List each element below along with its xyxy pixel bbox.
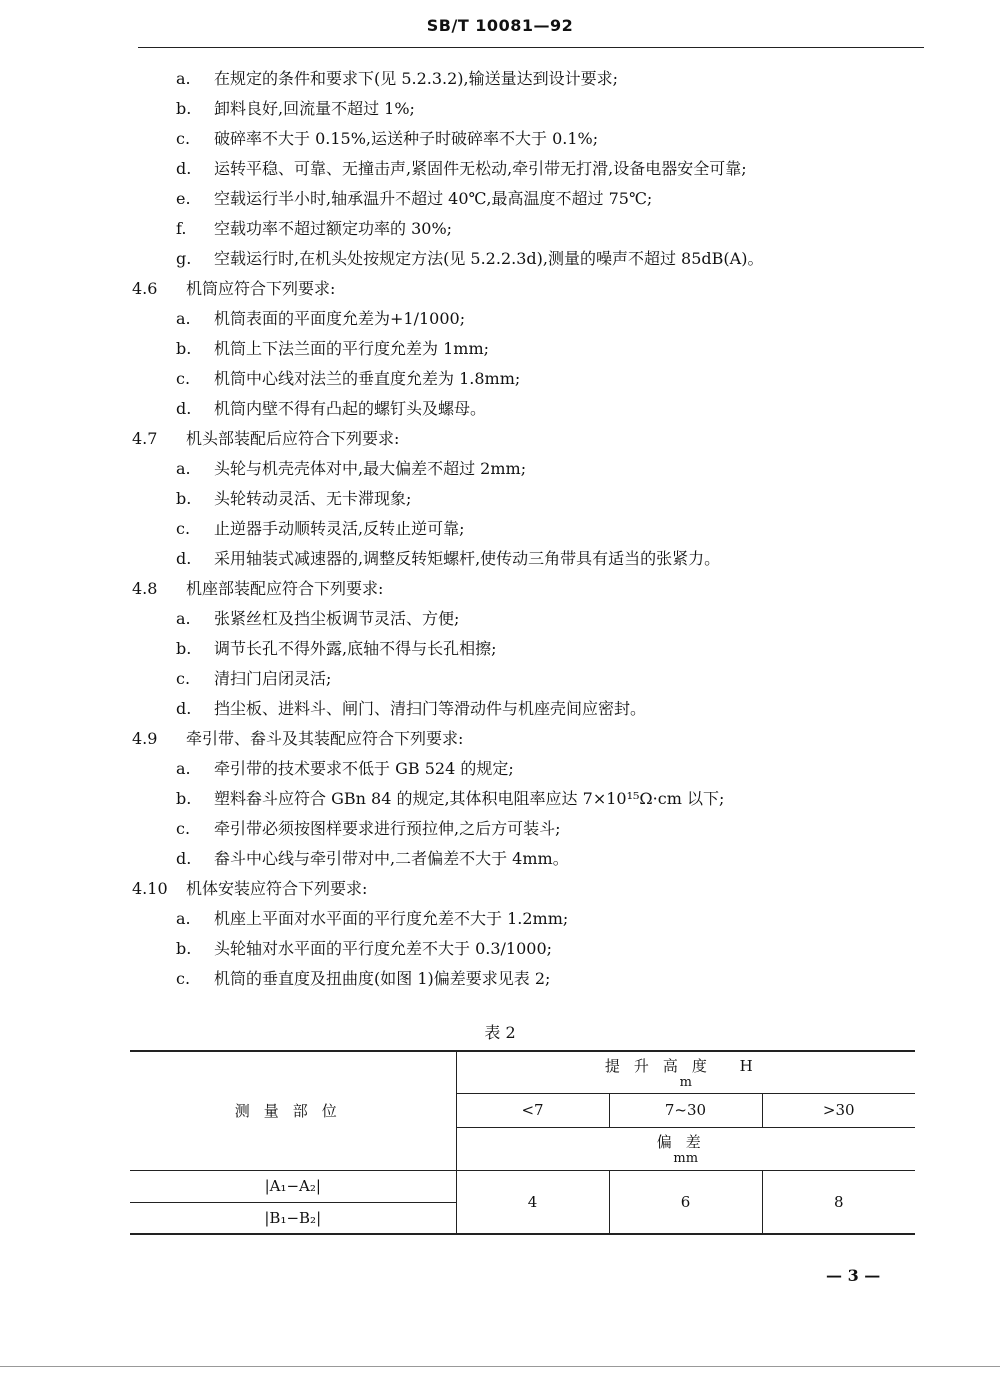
table-row-label: |A₁−A₂| (130, 1170, 456, 1202)
header-rule (138, 47, 924, 48)
range-cell: >30 (762, 1093, 915, 1127)
list-item: a. 在规定的条件和要求下(见 5.2.3.2),输送量达到设计要求; (176, 69, 619, 88)
list-item: c. 牵引带必须按图样要求进行预拉伸,之后方可装斗; (176, 819, 561, 838)
section-heading: 4.9 牵引带、畚斗及其装配应符合下列要求: (132, 729, 464, 748)
list-item: b. 塑料畚斗应符合 GBn 84 的规定,其体积电阻率应达 7×10¹⁵Ω·cm 以下; (176, 789, 725, 808)
list-item: d. 运转平稳、可靠、无撞击声,紧固件无松动,牵引带无打滑,设备电器安全可靠; (176, 159, 747, 178)
column-header-height: 提升高度 H m (456, 1051, 915, 1093)
list-item: d. 采用轴装式减速器的,调整反转矩螺杆,使传动三角带具有适当的张紧力。 (176, 549, 721, 568)
list-item: b. 卸料良好,回流量不超过 1%; (176, 99, 415, 118)
list-item: a. 头轮与机壳壳体对中,最大偏差不超过 2mm; (176, 459, 527, 478)
list-item: e. 空载运行半小时,轴承温升不超过 40℃,最高温度不超过 75℃; (176, 189, 653, 208)
section-heading: 4.6 机筒应符合下列要求: (132, 279, 336, 298)
column-header-deviation: 偏差 mm (456, 1127, 915, 1170)
list-item: g. 空载运行时,在机头处按规定方法(见 5.2.2.3d),测量的噪声不超过 85dB(A)。 (176, 249, 764, 268)
list-item: c. 止逆器手动顺转灵活,反转止逆可靠; (176, 519, 465, 538)
column-header-position: 测量部位 (130, 1051, 456, 1170)
range-cell: <7 (456, 1093, 609, 1127)
list-item: c. 机筒的垂直度及扭曲度(如图 1)偏差要求见表 2; (176, 969, 551, 988)
deviation-table (130, 1050, 915, 1235)
list-item: d. 机筒内壁不得有凸起的螺钉头及螺母。 (176, 399, 487, 418)
list-item: b. 头轮轴对水平面的平行度允差不大于 0.3/1000; (176, 939, 553, 958)
list-item: d. 畚斗中心线与牵引带对中,二者偏差不大于 4mm。 (176, 849, 569, 868)
list-item: b. 调节长孔不得外露,底轴不得与长孔相擦; (176, 639, 497, 658)
section-heading: 4.8 机座部装配应符合下列要求: (132, 579, 384, 598)
list-item: a. 机座上平面对水平面的平行度允差不大于 1.2mm; (176, 909, 569, 928)
page-number: — 3 — (826, 1266, 881, 1285)
list-item: f. 空载功率不超过额定功率的 30%; (176, 219, 453, 238)
list-item: d. 挡尘板、进料斗、闸门、清扫门等滑动件与机座壳间应密封。 (176, 699, 647, 718)
list-item: a. 牵引带的技术要求不低于 GB 524 的规定; (176, 759, 514, 778)
list-item: a. 机筒表面的平面度允差为+1/1000; (176, 309, 466, 328)
section-heading: 4.10 机体安装应符合下列要求: (132, 879, 368, 898)
list-item: c. 破碎率不大于 0.15%,运送种子时破碎率不大于 0.1%; (176, 129, 599, 148)
table-title: 表 2 (484, 1023, 516, 1042)
bottom-rule (0, 1366, 1000, 1367)
list-item: a. 张紧丝杠及挡尘板调节灵活、方便; (176, 609, 460, 628)
list-item: b. 机筒上下法兰面的平行度允差为 1mm; (176, 339, 490, 358)
list-item: c. 清扫门启闭灵活; (176, 669, 332, 688)
value-cell: 4 (456, 1170, 609, 1234)
value-cell: 8 (762, 1170, 915, 1234)
standard-code: SB/T 10081—92 (426, 16, 574, 35)
section-heading: 4.7 机头部装配后应符合下列要求: (132, 429, 400, 448)
list-item: c. 机筒中心线对法兰的垂直度允差为 1.8mm; (176, 369, 521, 388)
range-cell: 7~30 (609, 1093, 762, 1127)
value-cell: 6 (609, 1170, 762, 1234)
list-item: b. 头轮转动灵活、无卡滞现象; (176, 489, 412, 508)
table-row-label: |B₁−B₂| (130, 1202, 456, 1234)
